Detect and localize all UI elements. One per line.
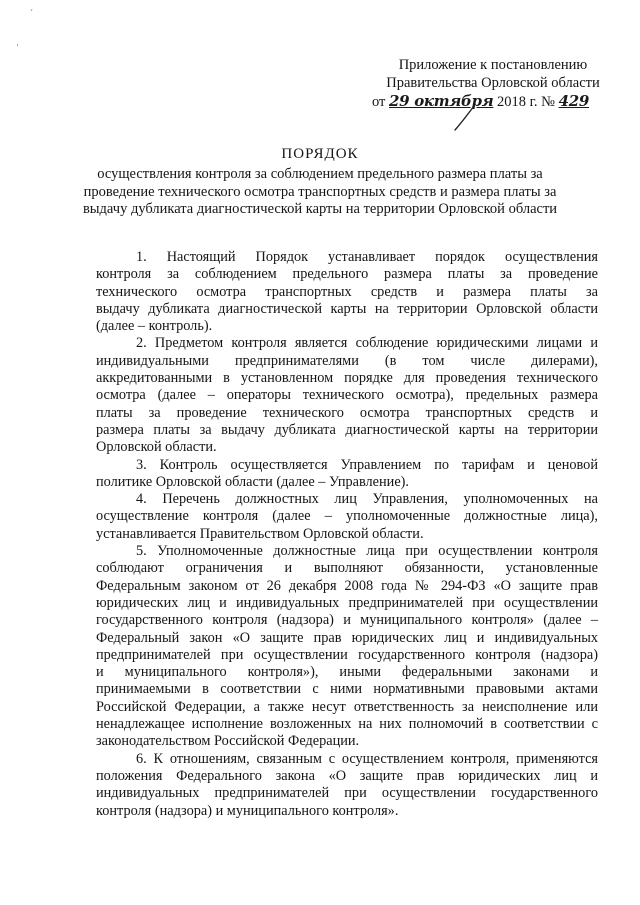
date-year: 2018 г. № <box>496 94 556 110</box>
paragraph-line: 5. Уполномоченные должностные лица при осуществлении контроля <box>136 543 598 560</box>
paragraph-line: технического осмотра транспортных средств и размера платы за <box>96 283 598 300</box>
paragraph-line: платы за проведение технического осмотра транспортных средств и <box>96 404 598 421</box>
document-body <box>96 249 598 820</box>
scan-speck: ˊ <box>30 8 33 18</box>
paragraph-line: контроля (надзора) и муниципального контроля». <box>96 802 399 819</box>
paragraph-line: и муниципального контроля»), иными федеральными законами и <box>96 664 598 681</box>
paragraph-line: соблюдают ограничения и выполняют обязанности, установленные <box>96 560 598 577</box>
subtitle-line: осуществления контроля за соблюдением предельного размера платы за <box>97 166 543 182</box>
paragraph-line: Орловской области. <box>96 439 217 456</box>
appendix-header <box>368 56 618 111</box>
paragraph <box>96 457 598 492</box>
paragraph-line: ненадлежащее исполнение возложенных на них полномочий в соответствии с <box>96 716 598 733</box>
paragraph-line: индивидуальными предпринимателями (в том числе дилерами), <box>96 352 598 369</box>
handwritten-number: 429 <box>558 92 590 110</box>
paragraph-line: Российской Федерации, а также несут ответственность за неисполнение или <box>96 698 598 715</box>
paragraph <box>96 491 598 543</box>
subtitle-line: проведение технического осмотра транспортных средств и размера платы за <box>83 183 557 200</box>
paragraph-line: законодательством Российской Федерации. <box>96 733 360 750</box>
paragraph <box>96 543 598 751</box>
paragraph-line: предпринимателей при осуществлении государственного контроля (надзора) <box>96 646 598 663</box>
paragraph-line: 2. Предметом контроля является соблюдение юридическими лицами и <box>136 335 598 352</box>
paragraph <box>96 335 598 456</box>
document-subtitle <box>80 166 560 219</box>
paragraph-line: 6. К отношениям, связанным с осуществлением контроля, применяются <box>136 750 598 767</box>
paragraph-line: индивидуальных предпринимателей при осуществлении государственного <box>96 785 598 802</box>
paragraph-line: Федеральный закон «О защите прав юридических лиц и индивидуальных <box>96 629 598 646</box>
paragraph-line: размера платы за выдачу дубликата диагностической карты на территории <box>96 421 598 438</box>
paragraph-line: политике Орловской области (далее – Управление). <box>96 473 410 490</box>
paragraph-line: аккредитованными в установленном порядке для проведения технического <box>96 370 598 387</box>
paragraph-line: выдачу дубликата диагностической карты на территории Орловской области <box>96 300 598 317</box>
paragraph-line: Федеральным законом от 26 декабря 2008 года № 294-ФЗ «О защите прав <box>96 577 598 594</box>
paragraph <box>96 751 598 820</box>
paragraph <box>96 249 598 335</box>
paragraph-line: устанавливается Правительством Орловской области. <box>96 525 424 542</box>
paragraph-line: 1. Настоящий Порядок устанавливает порядок осуществления <box>136 249 598 265</box>
handwritten-date: 29 октября <box>389 92 494 110</box>
paragraph-line: 3. Контроль осуществляется Управлением по тарифам и ценовой <box>136 456 598 473</box>
scan-speck: · <box>16 40 19 50</box>
paragraph-line: осуществление контроля (далее – уполномоченные должностные лица), <box>96 508 598 525</box>
document-title: ПОРЯДОК <box>281 146 359 162</box>
appendix-line: Правительства Орловской области <box>386 75 600 91</box>
paragraph-line: юридических лиц и индивидуальных предпринимателей при осуществлении <box>96 594 598 611</box>
paragraph-line: осмотра (далее – операторы технического осмотра), предельных размера <box>96 387 598 404</box>
date-prefix: от <box>372 94 386 110</box>
paragraph-line: принимаемыми в соответствии с ними нормативными правовыми актами <box>96 681 598 698</box>
paragraph-line: 4. Перечень должностных лиц Управления, уполномоченных на <box>136 491 598 508</box>
appendix-line: Приложение к постановлению <box>398 57 588 73</box>
signature-stroke <box>452 104 478 132</box>
paragraph-line: (далее – контроль). <box>96 318 213 335</box>
paragraph-line: государственного контроля (надзора) и муниципального контроля» (далее – <box>96 612 598 629</box>
paragraph-line: контроля за соблюдением предельного размера платы за проведение <box>96 266 598 283</box>
paragraph-line: положения Федерального закона «О защите прав юридических лиц и <box>96 767 598 784</box>
subtitle-line: выдачу дубликата диагностической карты на территории Орловской области <box>82 201 558 217</box>
appendix-date-line <box>368 92 618 111</box>
